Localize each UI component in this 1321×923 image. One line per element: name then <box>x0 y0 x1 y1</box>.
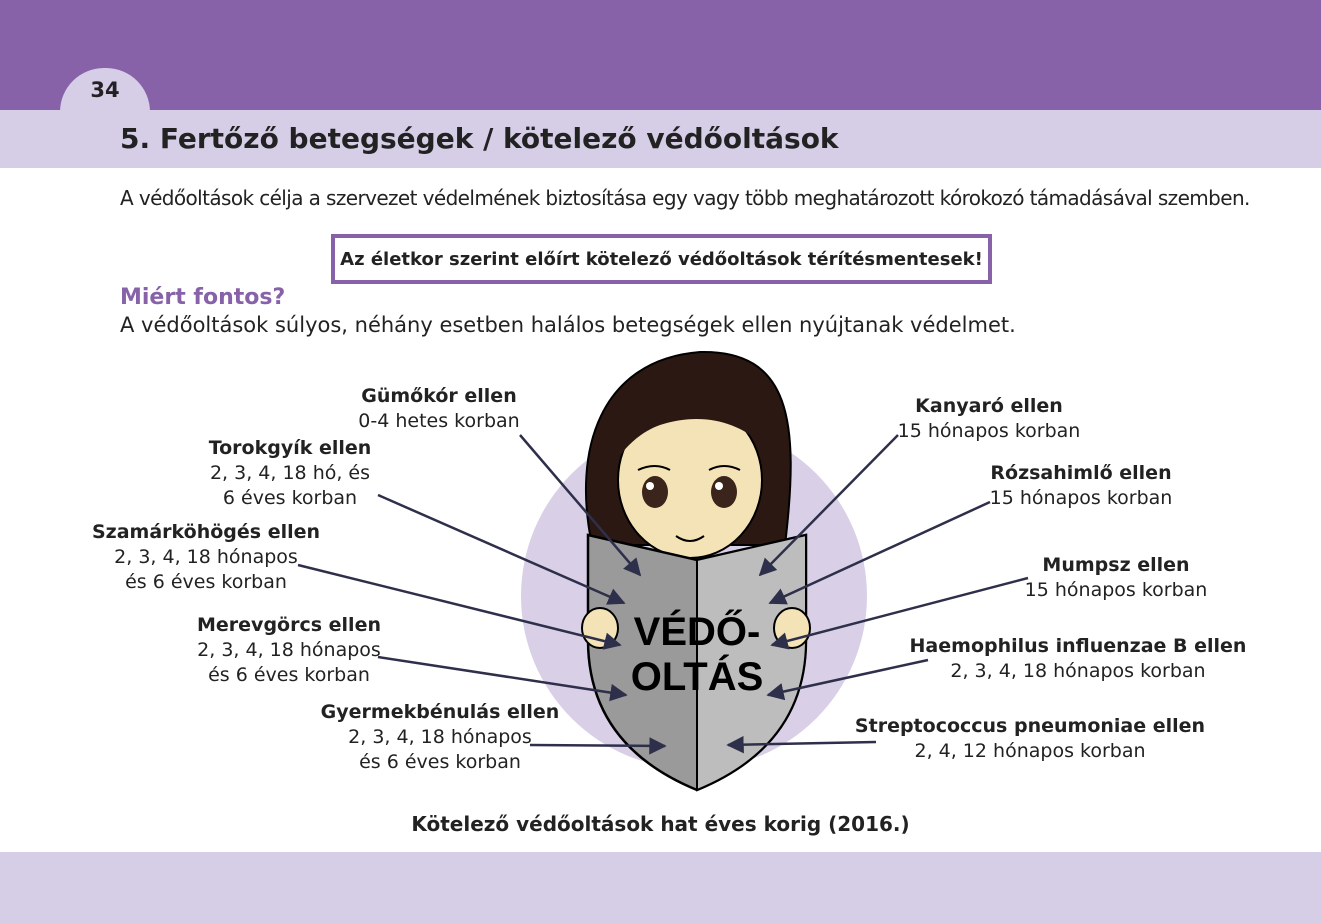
figure-caption: Kötelező védőoltások hat éves korig (2016.) <box>411 812 910 836</box>
why-heading: Miért fontos? <box>120 285 286 310</box>
right-eye-icon <box>711 476 737 508</box>
label-haemophilus: Haemophilus influenzae B ellen 2, 3, 4, 18 hónapos korban <box>909 635 1247 682</box>
shield-text-line1: VÉDŐ- <box>633 610 761 654</box>
label-merevgorcs: Merevgörcs ellen 2, 3, 4, 18 hónapos és 6 éves korban <box>197 614 381 686</box>
label-torokgyik: Torokgyík ellen 2, 3, 4, 18 hó, és 6 éves korban <box>208 437 372 509</box>
label-streptococcus: Streptococcus pneumoniae ellen 2, 4, 12 hónapos korban <box>854 715 1206 762</box>
label-szamarkohoges: Szamárköhögés ellen 2, 3, 4, 18 hónapos és 6 éves korban <box>91 521 321 593</box>
label-gumokor: Gümőkór ellen 0-4 hetes korban <box>358 385 520 432</box>
why-text: A védőoltások súlyos, néhány esetben halálos betegségek ellen nyújtanak védelmet. <box>120 313 1016 337</box>
intro-text: A védőoltások célja a szervezet védelmének biztosítása egy vagy több meghatározott kórokozó támadásával szemben. <box>120 186 1250 210</box>
label-gyermekbenulas: Gyermekbénulás ellen 2, 3, 4, 18 hónapos és 6 éves korban <box>320 701 560 773</box>
label-mumpsz: Mumpsz ellen 15 hónapos korban <box>1024 554 1208 601</box>
page-title: 5. Fertőző betegségek / kötelező védőoltások <box>120 122 839 155</box>
shield-text-line2: OLTÁS <box>630 655 764 699</box>
label-kanyaro: Kanyaró ellen 15 hónapos korban <box>897 395 1081 442</box>
notice-text: Az életkor szerint előírt kötelező védőoltások térítésmentesek! <box>340 248 983 270</box>
footer-band <box>0 852 1321 923</box>
label-rozsahimlo: Rózsahimlő ellen 15 hónapos korban <box>989 462 1173 509</box>
page-number: 34 <box>90 78 120 102</box>
left-eye-icon <box>642 476 668 508</box>
